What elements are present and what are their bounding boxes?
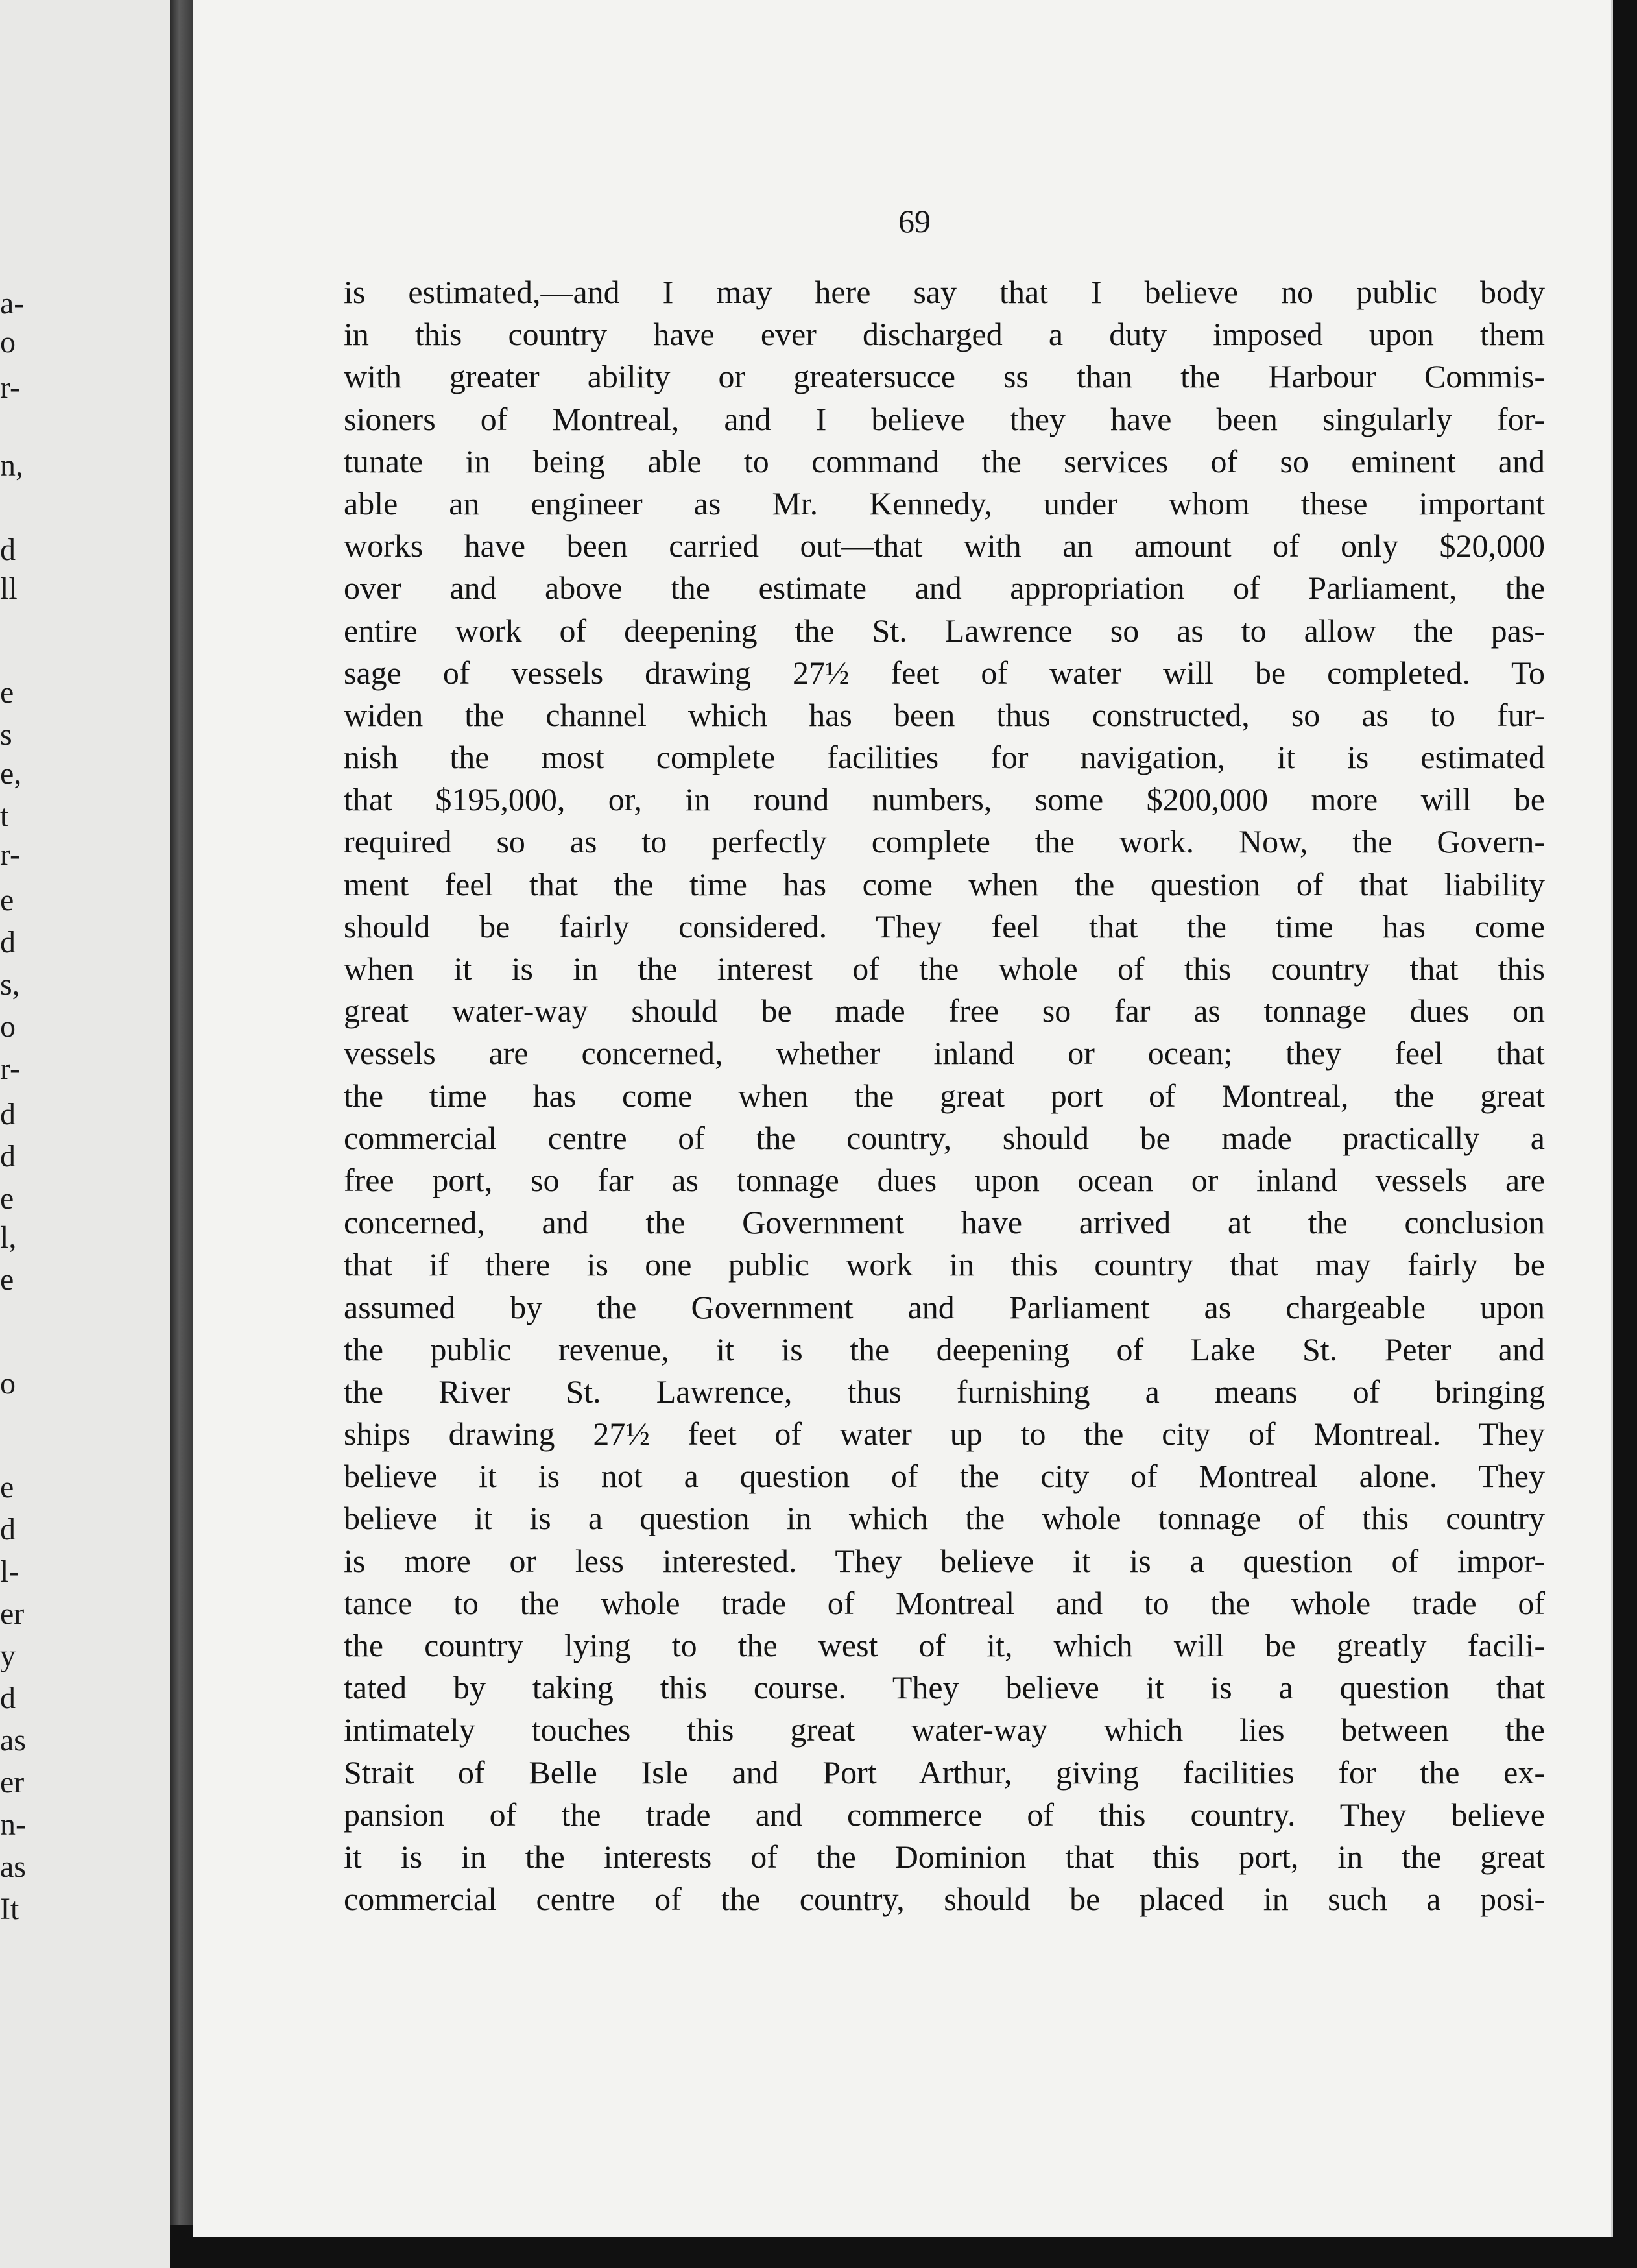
text-line: commercial centre of the country, should be placed in such a posi- bbox=[344, 1881, 1545, 1918]
text-line: believe it is a question in which the whole tonnage of this country bbox=[344, 1500, 1545, 1537]
text-line: tunate in being able to command the services of so eminent and bbox=[344, 442, 1545, 479]
facing-page-fragment: r- bbox=[0, 1052, 21, 1086]
facing-page-fragment: e, bbox=[0, 756, 22, 791]
facing-page-fragment: a- bbox=[0, 286, 25, 320]
facing-page-fragment: It bbox=[0, 1892, 19, 1926]
facing-page-fragment: d bbox=[0, 1097, 16, 1131]
facing-page-fragment: ll bbox=[0, 572, 18, 606]
text-line: sage of vessels drawing 27½ feet of water will be completed. To bbox=[344, 654, 1545, 691]
text-line: Strait of Belle Isle and Port Arthur, giving facilities for the ex- bbox=[344, 1754, 1545, 1791]
text-line: ships drawing 27½ feet of water up to the city of Montreal. They bbox=[344, 1416, 1545, 1453]
facing-page-fragment: d bbox=[0, 1681, 16, 1715]
text-line: is estimated,—and I may here say that I believe no public body bbox=[344, 274, 1545, 310]
facing-page-fragment: n- bbox=[0, 1807, 26, 1842]
text-line: that $195,000, or, in round numbers, some $200,000 more will be bbox=[344, 781, 1545, 818]
text-line: is more or less interested. They believe it is a question of impor- bbox=[344, 1542, 1545, 1579]
text-line: tance to the whole trade of Montreal and to the whole trade of bbox=[344, 1584, 1545, 1621]
text-line: when it is in the interest of the whole of this country that this bbox=[344, 950, 1545, 987]
facing-page-fragment: e bbox=[0, 1262, 14, 1297]
text-line: great water-way should be made free so far as tonnage dues on bbox=[344, 993, 1545, 1030]
text-line: it is in the interests of the Dominion that this port, in the great bbox=[344, 1838, 1545, 1875]
facing-page-fragment: l, bbox=[0, 1220, 17, 1255]
text-line: intimately touches this great water-way which lies between the bbox=[344, 1711, 1545, 1748]
text-line: pansion of the trade and commerce of this country. They believe bbox=[344, 1796, 1545, 1833]
text-line: entire work of deepening the St. Lawrence so as to allow the pas- bbox=[344, 612, 1545, 649]
text-line: the time has come when the great port of Montreal, the great bbox=[344, 1077, 1545, 1114]
facing-page-fragment: er bbox=[0, 1765, 25, 1800]
text-line: vessels are concerned, whether inland or ocean; they feel that bbox=[344, 1035, 1545, 1072]
text-line: that if there is one public work in this country that may fairly be bbox=[344, 1246, 1545, 1283]
text-line: commercial centre of the country, should be made practically a bbox=[344, 1119, 1545, 1156]
text-line: concerned, and the Government have arrived at the conclusion bbox=[344, 1204, 1545, 1241]
text-line: believe it is not a question of the city of Montreal alone. They bbox=[344, 1458, 1545, 1495]
facing-page-fragment: o bbox=[0, 1009, 16, 1044]
facing-page-fragment: e bbox=[0, 1470, 14, 1504]
text-line: nish the most complete facilities for navigation, it is estimated bbox=[344, 739, 1545, 776]
facing-page-fragment: n, bbox=[0, 448, 23, 483]
facing-page-fragment: e bbox=[0, 675, 14, 710]
text-line: should be fairly considered. They feel that the time has come bbox=[344, 908, 1545, 945]
facing-page-fragment: l- bbox=[0, 1554, 19, 1589]
text-line: sioners of Montreal, and I believe they have been singularly for- bbox=[344, 400, 1545, 437]
text-line: required so as to perfectly complete the work. Now, the Govern- bbox=[344, 823, 1545, 860]
facing-page-text-fragments bbox=[0, 0, 170, 2268]
facing-page-fragment: e bbox=[0, 883, 14, 917]
text-line: with greater ability or greatersucce ss than the Harbour Commis- bbox=[344, 358, 1545, 395]
facing-page-fragment: y bbox=[0, 1639, 16, 1673]
facing-page-fragment: r- bbox=[0, 838, 21, 872]
text-line: tated by taking this course. They believe it is a question that bbox=[344, 1669, 1545, 1706]
text-line: assumed by the Government and Parliament as chargeable upon bbox=[344, 1288, 1545, 1325]
text-line: the country lying to the west of it, which will be greatly facili- bbox=[344, 1627, 1545, 1663]
text-line: free port, so far as tonnage dues upon ocean or inland vessels are bbox=[344, 1161, 1545, 1198]
body-text bbox=[344, 271, 1545, 1920]
facing-page-fragment: s bbox=[0, 718, 12, 752]
text-line: works have been carried out—that with an amount of only $20,000 bbox=[344, 527, 1545, 564]
book-binding-gutter bbox=[170, 0, 193, 2225]
facing-page-fragment: d bbox=[0, 1139, 16, 1174]
facing-page-fragment: d bbox=[0, 925, 16, 959]
facing-page-fragment: s, bbox=[0, 967, 20, 1002]
facing-page-fragment: er bbox=[0, 1597, 25, 1631]
text-line: the public revenue, it is the deepening of Lake St. Peter and bbox=[344, 1331, 1545, 1368]
facing-page-fragment: d bbox=[0, 1512, 16, 1547]
facing-page-edge bbox=[0, 0, 170, 2268]
facing-page-fragment: t bbox=[0, 799, 9, 833]
text-line: over and above the estimate and appropriation of Parliament, the bbox=[344, 570, 1545, 607]
facing-page-fragment: o bbox=[0, 325, 16, 359]
text-line: in this country have ever discharged a duty imposed upon them bbox=[344, 316, 1545, 353]
facing-page-fragment: d bbox=[0, 533, 16, 567]
text-line: widen the channel which has been thus constructed, so as to fur- bbox=[344, 696, 1545, 733]
facing-page-fragment: o bbox=[0, 1366, 16, 1401]
text-line: able an engineer as Mr. Kennedy, under whom these important bbox=[344, 485, 1545, 522]
facing-page-fragment: as bbox=[0, 1850, 26, 1884]
facing-page-fragment: e bbox=[0, 1181, 14, 1216]
text-line: ment feel that the time has come when the question of that liability bbox=[344, 865, 1545, 902]
page-number: 69 bbox=[898, 203, 931, 239]
text-line: the River St. Lawrence, thus furnishing a means of bringing bbox=[344, 1373, 1545, 1410]
book-page bbox=[193, 0, 1613, 2237]
facing-page-fragment: as bbox=[0, 1723, 26, 1757]
facing-page-fragment: r- bbox=[0, 370, 21, 405]
